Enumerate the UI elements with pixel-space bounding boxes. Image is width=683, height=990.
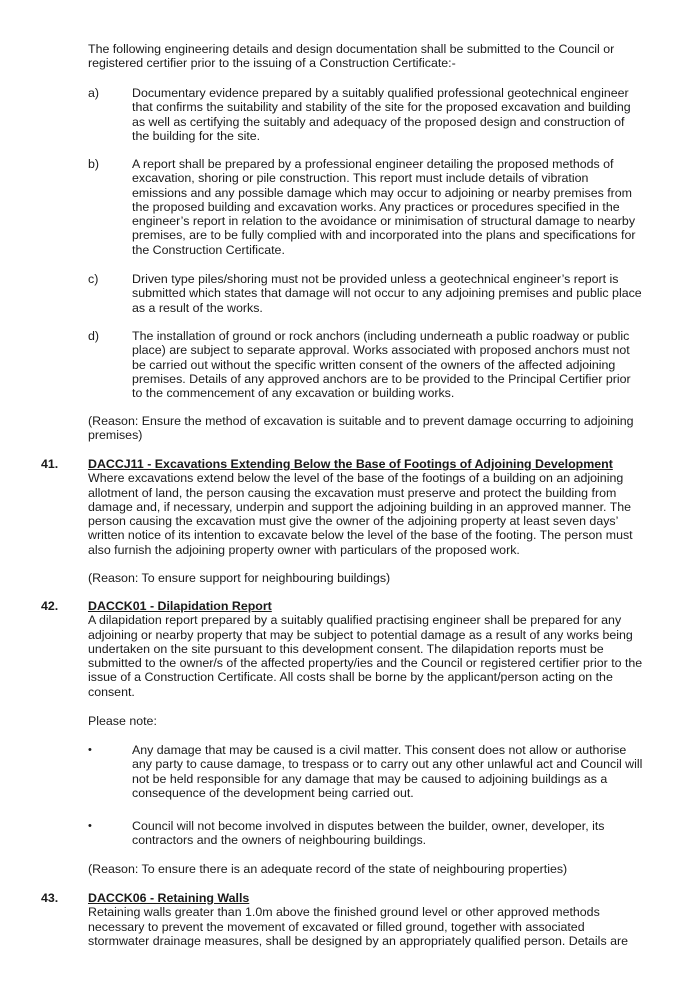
section-41 (88, 457, 648, 557)
reason-excavation: (Reason: Ensure the method of excavation is suitable and to prevent damage occurring to adjoining premises) (88, 414, 634, 443)
reason-41: (Reason: To ensure support for neighbouring buildings) (88, 571, 391, 585)
bullet-icon: • (88, 744, 92, 756)
list-item-text: The installation of ground or rock anchors (including underneath a public roadway or public place) are subject to separate approval. Works associated with proposed anchors must not be carried out without the specific written consent of the owners of the affected adjoining premises. Details of any approved anchors are to be provided to the Principal Certifier prior to the commencement of any excavation or building works. (132, 329, 631, 401)
section-title: DACCK01 - Dilapidation Report (88, 599, 272, 613)
reason-42: (Reason: To ensure there is an adequate record of the state of neighbouring properties) (88, 862, 568, 876)
list-marker: a) (88, 86, 100, 100)
section-number-42: 42. (41, 599, 59, 613)
list-item-text: Documentary evidence prepared by a suitably qualified professional geotechnical engineer that confirms the suitability and stability of the site for the proposed excavation and building as well as certifying the suitably and adequacy of the proposed design and construction of the building for the site. (132, 86, 631, 143)
please-note-label: Please note: (88, 714, 157, 728)
list-item-text: Driven type piles/shoring must not be provided unless a geotechnical engineer’s report is submitted which states that damage will not occur to any adjoining premises and public place as a result of the works. (132, 272, 642, 315)
section-42 (88, 599, 648, 699)
section-43 (88, 891, 648, 948)
section-body: Where excavations extend below the level of the base of the footings of a building on an adjoining allotment of land, the person causing the excavation must preserve and protect the building from damage and, if necessary, underpin and support the adjoining building in an approved manner. The person causing the excavation must give the owner of the adjoining property at least seven days’ written notice of its intention to excavate below the level of the base of the footing. The person must also furnish the adjoining property owner with particulars of the proposed work. (88, 471, 633, 557)
list-marker: c) (88, 272, 99, 286)
bullet-icon: • (88, 820, 92, 832)
section-number-41: 41. (41, 457, 59, 471)
section-body: A dilapidation report prepared by a suitably qualified practising engineer shall be prepared for any adjoining or nearby property that may be subject to potential damage as a result of any works being undertaken on the site pursuant to this development consent. The dilapidation reports must be submitted to the owner/s of the affected property/ies and the Council or registered certifier prior to the issue of a Construction Certificate. All costs shall be borne by the applicant/person acting on the consent. (88, 613, 643, 699)
list-marker: b) (88, 157, 100, 171)
section-title: DACCK06 - Retaining Walls (88, 891, 250, 905)
list-item-text: A report shall be prepared by a professional engineer detailing the proposed methods of excavation, shoring or pile construction. This report must include details of vibration emissions and any possible damage which may occur to adjoining or nearby premises from the proposed building and excavation works. Any practices or procedures specified in the engineer’s report in relation to the avoidance or minimisation of structural damage to nearby premises, are to be fully complied with and incorporated into the plans and specifications for the Construction Certificate. (132, 157, 636, 257)
section-number-43: 43. (41, 891, 59, 905)
intro-paragraph: The following engineering details and design documentation shall be submitted to the Council or registered certifier prior to the issuing of a Construction Certificate:- (88, 42, 615, 71)
list-marker: d) (88, 329, 100, 343)
section-body: Retaining walls greater than 1.0m above the finished ground level or other approved methods necessary to prevent the movement of excavated or filled ground, together with associated stormwater drainage measures, shall be designed by an appropriately qualified person. Details are (88, 905, 628, 948)
section-title: DACCJ11 - Excavations Extending Below the Base of Footings of Adjoining Development (88, 457, 613, 471)
bullet-text: Council will not become involved in disputes between the builder, owner, developer, its contractors and the owners of neighbouring buildings. (132, 819, 605, 848)
bullet-text: Any damage that may be caused is a civil matter. This consent does not allow or authorise any party to cause damage, to trespass or to carry out any other unlawful act and Council will not be held responsible for any damage that may be caused to adjoining buildings as a consequence of the development being carried out. (132, 743, 643, 800)
